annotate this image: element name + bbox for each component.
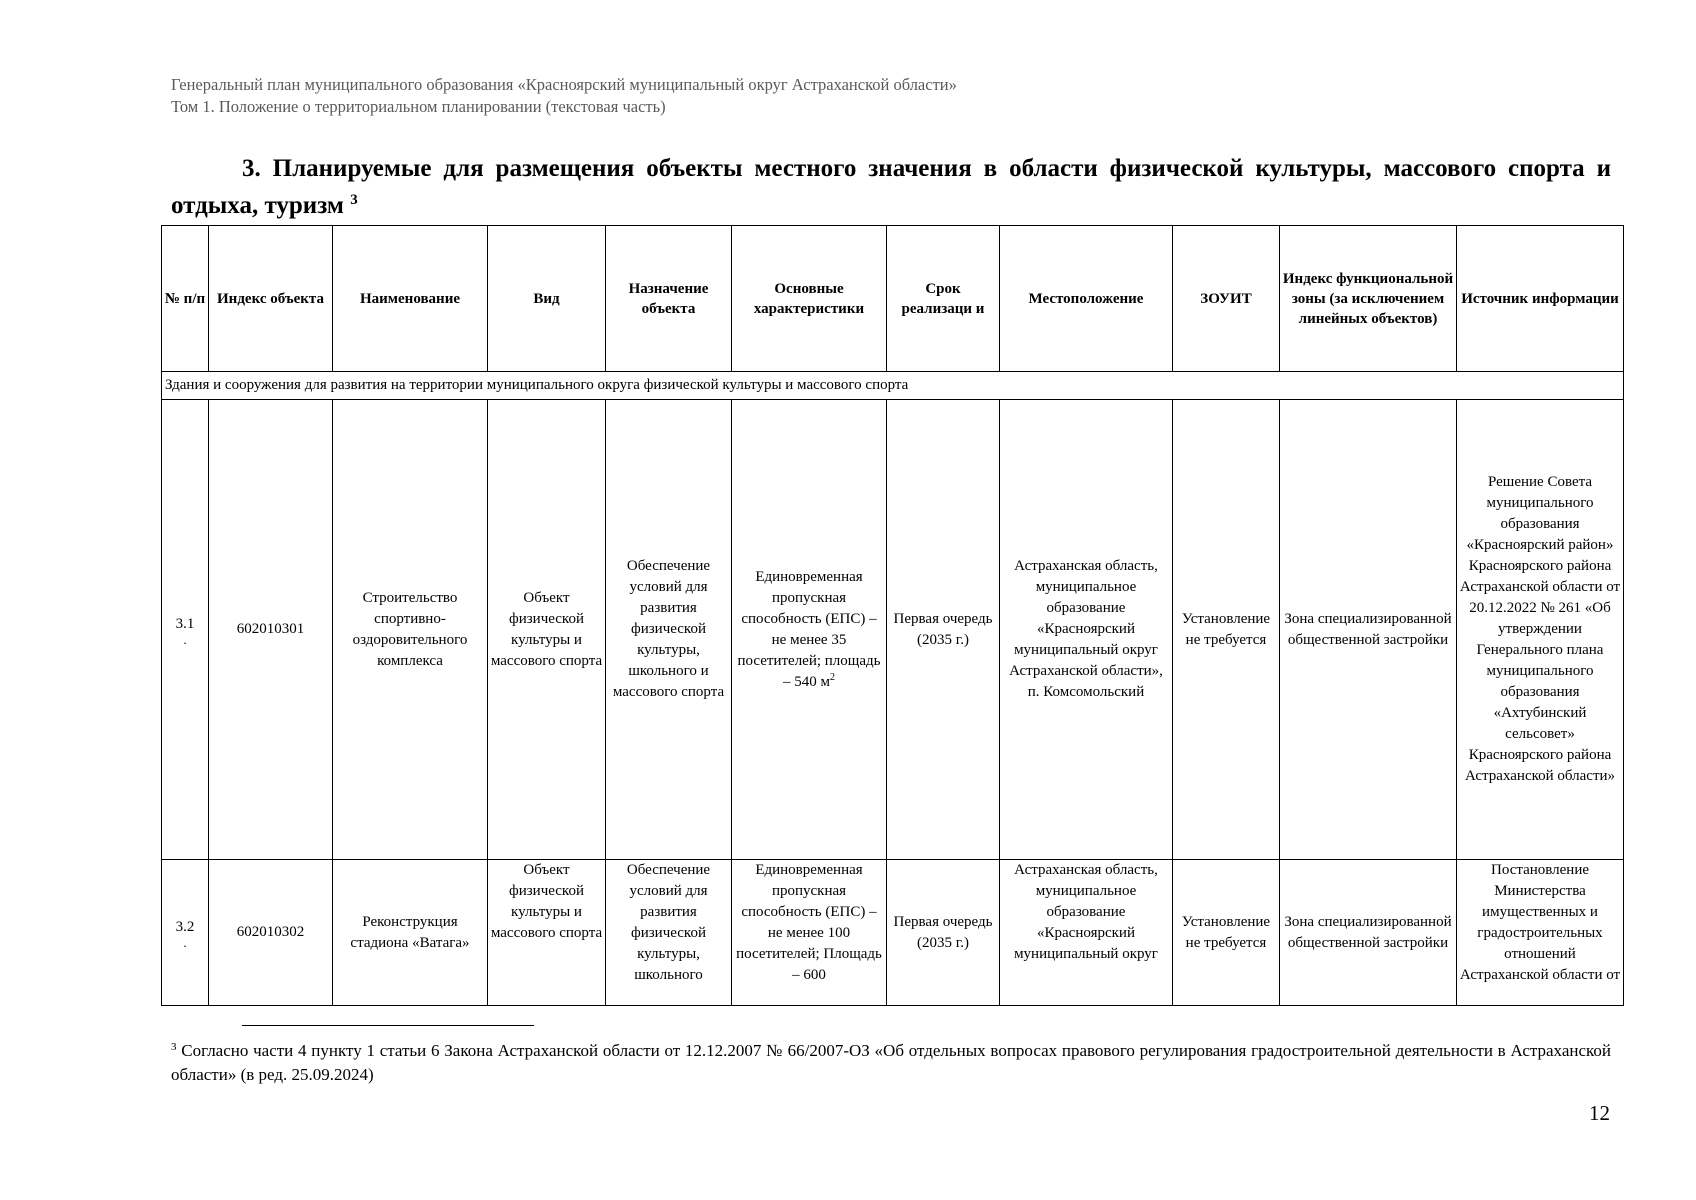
table-row <box>162 860 1624 1006</box>
location-text: Астраханская область, муниципальное образование «Красноярский муниципальный округ <box>1014 862 1158 962</box>
zone-cell: Зона специализированной общественной застройки <box>1280 400 1457 860</box>
section-title <box>171 150 1611 224</box>
footnote-marker: 3 <box>171 1041 177 1053</box>
source-cell: Решение Совета муниципального образования «Красноярский район» Красноярского района Астраханской области от 20.12.2022 № 261 «Об утверждении Генерального плана муниципального образования «Ахтубинский сельсовет» Красноярского района Астраханской области» <box>1457 400 1624 860</box>
header-cell: Вид <box>488 226 606 372</box>
footnote-reference: 3 <box>350 192 358 208</box>
header-cell: Местоположение <box>1000 226 1173 372</box>
object-purpose-cell <box>606 860 732 1006</box>
header-cell: Наименование <box>333 226 488 372</box>
object-name-cell: Реконструкция стадиона «Ватага» <box>333 860 488 1006</box>
header-cell: Индекс объекта <box>209 226 333 372</box>
source-cell <box>1457 860 1624 1006</box>
source-text: Постановление Министерства имущественных и градостроительных отношений Астраханской области от <box>1459 862 1621 983</box>
row-number: 3.2 <box>175 919 195 935</box>
zone-cell: Зона специализированной общественной застройки <box>1280 860 1457 1006</box>
row-number-dot: . <box>183 935 187 950</box>
header-cell: ЗОУИТ <box>1173 226 1280 372</box>
row-number-cell <box>162 860 209 1006</box>
table-header-row <box>162 226 1624 372</box>
header-cell: Срок реализаци и <box>887 226 1000 372</box>
area-unit-superscript: 2 <box>830 671 835 683</box>
header-cell: Назначение объекта <box>606 226 732 372</box>
header-cell: Основные характеристики <box>732 226 887 372</box>
row-number: 3.1 <box>175 616 195 632</box>
object-index-cell: 602010301 <box>209 400 333 860</box>
running-head <box>171 74 957 118</box>
page-number: 12 <box>1589 1101 1610 1125</box>
row-number-cell <box>162 400 209 860</box>
section-title-text: 3. Планируемые для размещения объекты местного значения в области физической культуры, массового спорта и отдыха, туризм <box>171 155 1611 219</box>
object-purpose-text: Обеспечение условий для развития физической культуры, школьного <box>626 862 711 983</box>
header-cell: Индекс функциональной зоны (за исключением линейных объектов) <box>1280 226 1457 372</box>
object-kind-cell <box>488 860 606 1006</box>
zouit-cell: Установление не требуется <box>1173 400 1280 860</box>
term-cell: Первая очередь (2035 г.) <box>887 860 1000 1006</box>
running-head-line-2: Том 1. Положение о территориальном планировании (текстовая часть) <box>171 97 666 116</box>
footnote-text: Согласно части 4 пункту 1 статьи 6 Закона Астраханской области от 12.12.2007 № 66/2007-ОЗ «Об отдельных вопросах правового регулирования градостроительной деятельности в Астраханской области» (в ред. 25.09.2024) <box>171 1041 1611 1084</box>
object-index-cell: 602010302 <box>209 860 333 1006</box>
object-name-cell: Строительство спортивно-оздоровительного комплекса <box>333 400 488 860</box>
table-row <box>162 400 1624 860</box>
footnote-separator <box>242 1025 534 1026</box>
term-cell: Первая очередь (2035 г.) <box>887 400 1000 860</box>
running-head-line-1: Генеральный план муниципального образования «Красноярский муниципальный округ Астраханской области» <box>171 75 957 94</box>
group-title: Здания и сооружения для развития на территории муниципального округа физической культуры и массового спорта <box>162 372 1624 400</box>
characteristics-text: Единовременная пропускная способность (ЕПС) – не менее 35 посетителей; площадь – 540 м <box>737 568 881 690</box>
header-cell: Источник информации <box>1457 226 1624 372</box>
characteristics-text: Единовременная пропускная способность (ЕПС) – не менее 100 посетителей; Площадь – 600 <box>736 862 882 983</box>
location-cell: Астраханская область, муниципальное образование «Красноярский муниципальный округ Астраханской области», п. Комсомольский <box>1000 400 1173 860</box>
object-purpose-cell: Обеспечение условий для развития физической культуры, школьного и массового спорта <box>606 400 732 860</box>
table-group-row <box>162 372 1624 400</box>
zouit-cell: Установление не требуется <box>1173 860 1280 1006</box>
characteristics-cell <box>732 400 887 860</box>
location-cell <box>1000 860 1173 1006</box>
row-number-dot: . <box>183 632 187 647</box>
object-kind-text: Объект физической культуры и массового спорта <box>490 862 603 941</box>
object-kind-cell: Объект физической культуры и массового спорта <box>488 400 606 860</box>
header-cell: № п/п <box>162 226 209 372</box>
objects-table <box>161 225 1624 1006</box>
characteristics-cell <box>732 860 887 1006</box>
footnote <box>171 1039 1611 1087</box>
